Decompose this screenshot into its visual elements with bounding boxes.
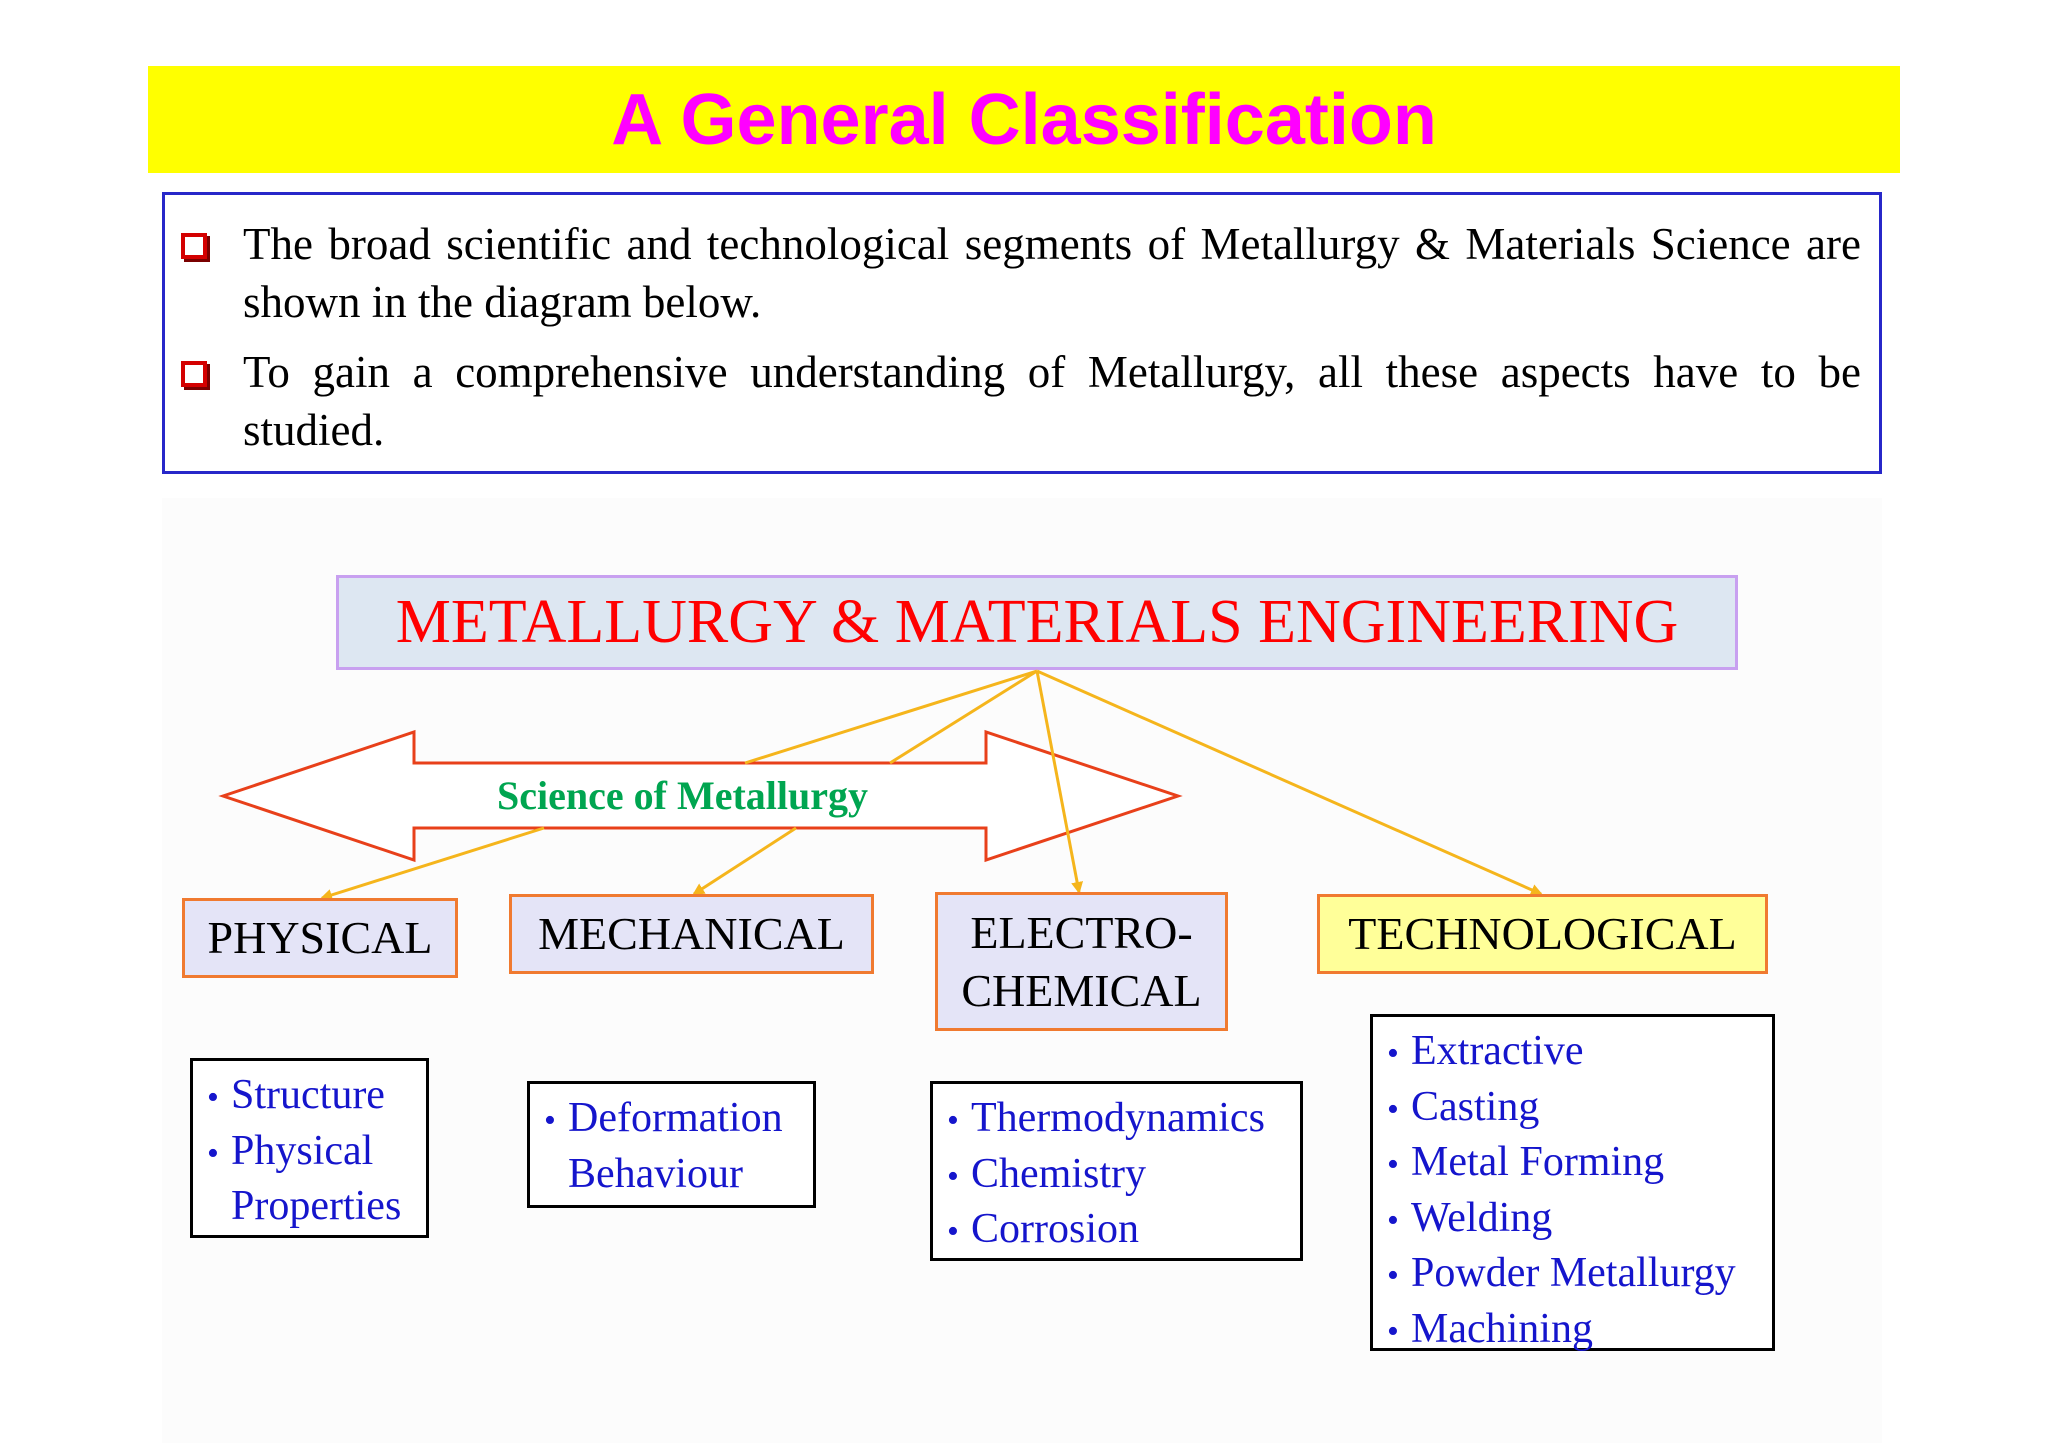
list-item: • Deformation: [544, 1095, 783, 1141]
page-title: A General Classification: [611, 79, 1437, 160]
list-item: • Extractive: [1387, 1028, 1584, 1074]
list-item: • Welding: [1387, 1194, 1553, 1241]
category-label: MECHANICAL: [538, 908, 845, 959]
technological-topics-list: [1370, 1014, 1775, 1351]
list-item-continuation: Behaviour: [568, 1150, 743, 1197]
category-physical: [182, 898, 458, 978]
list-item-continuation: Properties: [231, 1183, 402, 1229]
category-mechanical: [509, 894, 874, 974]
list-item: • Casting: [1387, 1083, 1540, 1130]
list-item: • Chemistry: [947, 1150, 1146, 1197]
intro-bullet-text: The broad scientific and technological segments of Metallurgy & Materials Science are shown in the diagram below.: [243, 219, 1861, 327]
science-arrow-label: Science of Metallurgy: [497, 773, 868, 818]
connector-mechanical: [694, 828, 796, 894]
mechanical-topics-list: [527, 1081, 816, 1208]
list-item: • Corrosion: [947, 1206, 1139, 1252]
root-node-label: METALLURGY & MATERIALS ENGINEERING: [395, 588, 1679, 656]
list-item: • Machining: [1387, 1305, 1593, 1352]
list-item: • Physical: [207, 1127, 374, 1174]
category-technological: [1317, 894, 1768, 974]
list-item: • Powder Metallurgy: [1387, 1250, 1736, 1296]
category-electrochemical: [935, 892, 1228, 1031]
intro-bullet-text: To gain a comprehensive understanding of Metallurgy, all these aspects have to be studied.: [243, 347, 1861, 455]
category-label-line1: ELECTRO-: [970, 906, 1193, 958]
electrochemical-topics-list: [930, 1081, 1303, 1261]
list-item: • Metal Forming: [1387, 1139, 1665, 1185]
list-item: • Structure: [207, 1072, 385, 1118]
physical-topics-list: [190, 1058, 429, 1238]
list-item: • Thermodynamics: [947, 1095, 1265, 1141]
category-label: PHYSICAL: [207, 912, 433, 963]
category-label: TECHNOLOGICAL: [1348, 908, 1737, 959]
category-label-line2: CHEMICAL: [961, 964, 1202, 1016]
